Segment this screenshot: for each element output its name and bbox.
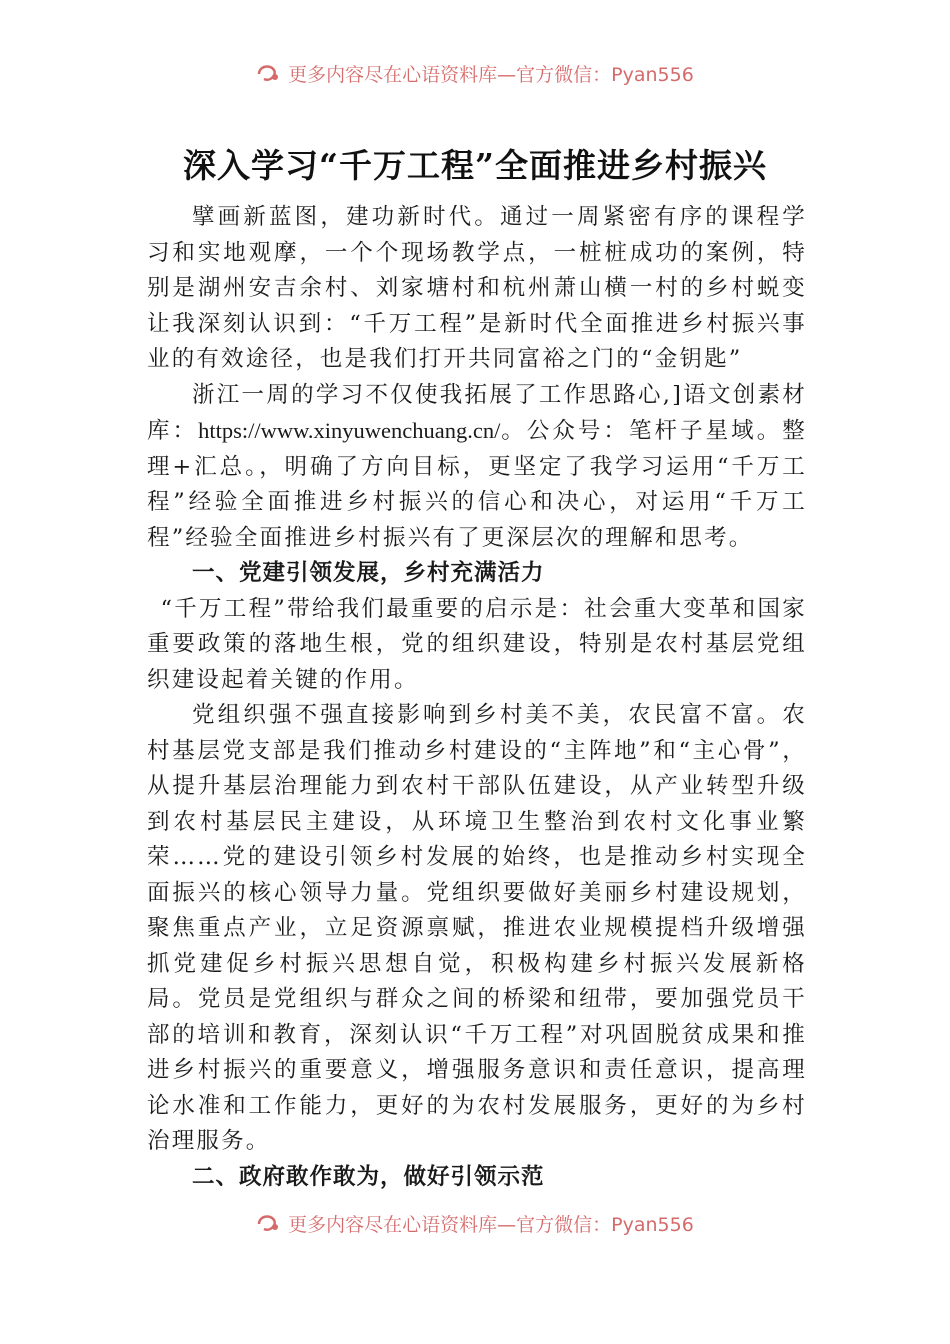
watermark-header: [0, 58, 950, 88]
watermark-text: 更多内容尽在心语资料库—官方微信：Pyan556: [288, 1213, 694, 1236]
article-body: [147, 200, 807, 1195]
paragraph-insight: “千万工程”带给我们最重要的启示是：社会重大变革和国家重要政策的落地生根，党的组织建设，特别是农村基层党组织建设起着关键的作用。: [147, 595, 807, 693]
section-heading-2: 二、政府敢作敢为，做好引领示范: [192, 1163, 545, 1190]
paragraph-intro: 擘画新蓝图，建功新时代。通过一周紧密有序的课程学习和实地观摩，一个个现场教学点，一桩桩成功的案例，特别是湖州安吉余村、刘家塘村和杭州萧山横一村的乡村蜕变让我深刻认识到：“千万工程”是新时代全面推进乡村振兴事业的有效途径，也是我们打开共同富裕之门的“金钥匙”: [147, 204, 807, 372]
logo-icon: [256, 62, 282, 84]
paragraph-study-part1: 浙江一周的学习不仅使我拓展了工作思路心,]语文创素材库：: [147, 381, 807, 444]
paragraph-party-organization: 党组织强不强直接影响到乡村美不美，农民富不富。农村基层党支部是我们推动乡村建设的“主阵地”和“主心骨”，从提升基层治理能力到农村干部队伍建设，从产业转型升级到农村基层民主建设，从环境卫生整治到农村文化事业繁荣……党的建设引领乡村发展的始终，也是推动乡村实现全面振兴的核心领导力量。党组织要做好美丽乡村建设规划，聚焦重点产业，立足资源禀赋，推进农业规模提档升级增强抓党建促乡村振兴思想自觉，积极构建乡村振兴发展新格局。党员是党组织与群众之间的桥梁和纽带，要加强党员干部的培训和教育，深刻认识“千万工程”对巩固脱贫成果和推进乡村振兴的重要意义，增强服务意识和责任意识，提高理论水准和工作能力，更好的为农村发展服务，更好的为乡村治理服务。: [147, 702, 807, 1154]
paragraph-study-part2: 。公众号：笔杆子星域。整理+汇总。，明确了方向目标，更坚定了我学习运用“千万工程”经验全面推进乡村振兴的信心和决心，对运用“千万工程”经验全面推进乡村振兴有了更深层次的理解和思考。: [147, 418, 807, 551]
page-title: 深入学习“千万工程”全面推进乡村振兴: [183, 146, 767, 185]
watermark-footer: [0, 1208, 950, 1238]
section-heading-1: 一、党建引领发展，乡村充满活力: [192, 560, 545, 586]
source-url: https://www.xinyuwenchuang.cn/: [198, 418, 501, 443]
paragraph-study: [147, 378, 807, 557]
watermark-text: 更多内容尽在心语资料库—官方微信：Pyan556: [288, 63, 694, 86]
logo-icon: [256, 1212, 282, 1234]
